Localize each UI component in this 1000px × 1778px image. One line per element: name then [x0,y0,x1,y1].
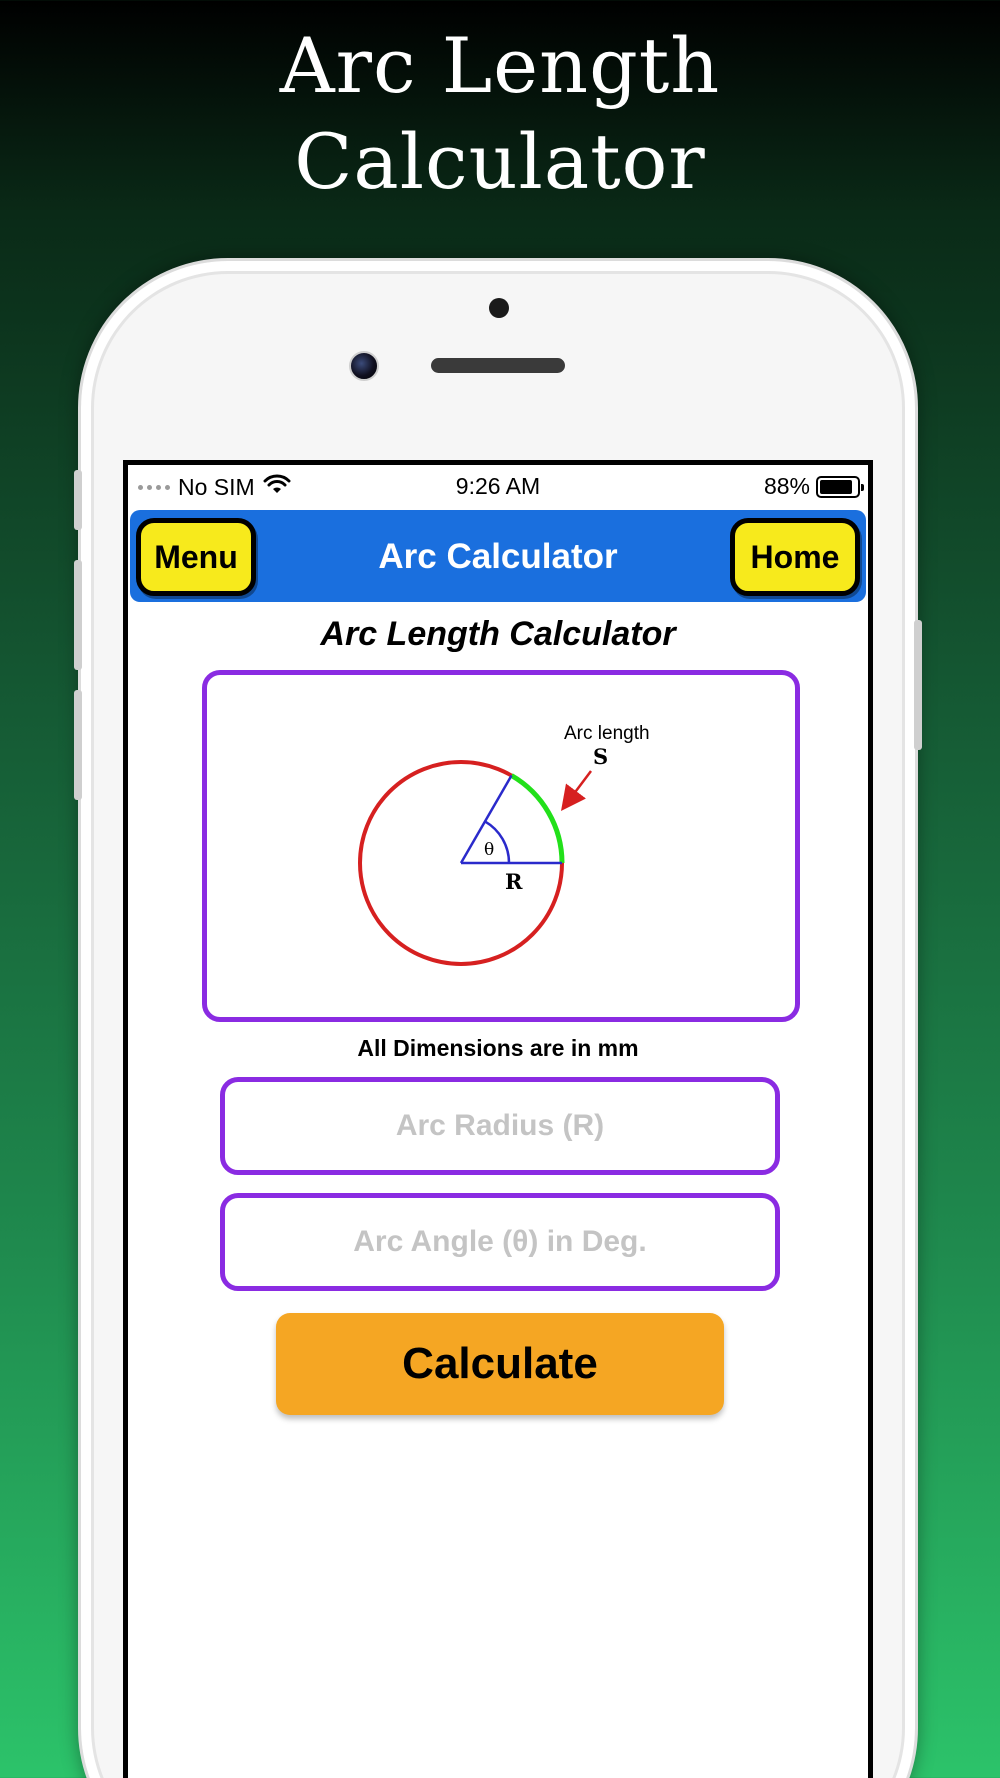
menu-button[interactable]: Menu [136,518,256,596]
promo-title-line-2: Calculator [294,117,706,206]
battery-fill [820,480,852,494]
battery-percent: 88% [763,473,810,499]
page-heading: Arc Length Calculator [320,615,676,653]
calculate-button[interactable]: Calculate [276,1313,724,1415]
status-right [764,473,860,500]
phone-power-button [914,620,922,750]
phone-side-button [74,470,82,530]
arc-diagram [207,675,795,1017]
arc-diagram-arc-length-label: Arc length [564,723,650,744]
proximity-sensor [489,298,509,318]
arc-diagram-angle-label: θ [484,840,495,860]
arc-diagram-arc-symbol: S [593,744,609,769]
status-bar [128,465,868,505]
arc-diagram-box [202,670,800,1022]
battery-icon [816,476,860,498]
phone-volume-up-button [74,560,82,670]
nav-title: Arc Calculator [378,537,618,576]
promo-title-line-1: Arc Length [279,21,721,110]
status-time: 9:26 AM [455,473,541,499]
carrier-label: No SIM [178,473,255,500]
home-button[interactable]: Home [730,518,860,596]
arc-radius-input[interactable] [220,1077,780,1175]
app-screen [128,465,868,1778]
arc-angle-input[interactable] [220,1193,780,1291]
arc-diagram-radius-label: R [505,869,523,894]
arc-diagram-arc-segment [512,776,563,864]
nav-bar [130,510,866,602]
phone-volume-down-button [74,690,82,800]
earpiece-speaker [431,358,565,373]
promo-title [0,18,1000,210]
arc-diagram-pointer-arrow [564,771,591,807]
phone-screen [123,460,873,1778]
front-camera [349,351,379,381]
dimensions-note: All Dimensions are in mm [357,1035,639,1061]
